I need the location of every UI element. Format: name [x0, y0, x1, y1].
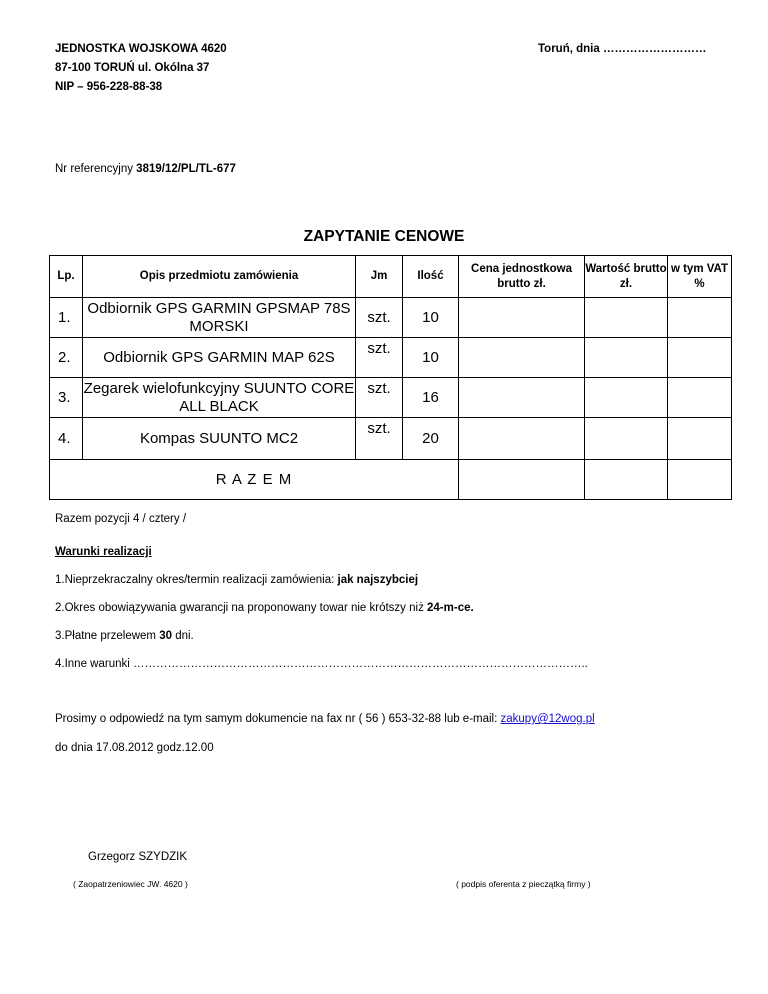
row-unit-price-cell	[459, 378, 585, 418]
total-vat-cell	[668, 460, 732, 500]
condition-2-text: 2.Okres obowiązywania gwarancji na proponowany towar nie krótszy niż	[55, 602, 428, 614]
conditions-heading: Warunki realizacji	[55, 546, 152, 558]
row-qty: 16	[403, 378, 459, 418]
table-row	[50, 298, 732, 338]
col-header-jm: Jm	[356, 256, 403, 298]
row-desc: Kompas SUUNTO MC2	[83, 418, 356, 460]
org-address-block	[55, 40, 227, 97]
col-header-qty: Ilość	[403, 256, 459, 298]
table-total-row	[50, 460, 732, 500]
reply-text: Prosimy o odpowiedź na tym samym dokumencie na fax nr ( 56 ) 653-32-88 lub e-mail:	[55, 713, 501, 725]
col-header-value: Wartość brutto zł.	[585, 256, 668, 298]
row-desc: Zegarek wielofunkcyjny SUUNTO CORE ALL BLACK	[83, 378, 356, 418]
condition-3	[55, 630, 194, 642]
row-value-cell	[585, 378, 668, 418]
reference-number: 3819/12/PL/TL-677	[136, 163, 236, 175]
row-vat-cell	[668, 418, 732, 460]
table-row	[50, 418, 732, 460]
condition-3-value: 30	[159, 630, 172, 642]
row-unit-price-cell	[459, 338, 585, 378]
condition-2-value: 24-m-ce.	[427, 602, 474, 614]
row-qty: 10	[403, 338, 459, 378]
row-unit-price-cell	[459, 418, 585, 460]
row-value-cell	[585, 418, 668, 460]
reference-line	[55, 163, 236, 175]
row-desc: Odbiornik GPS GARMIN MAP 62S	[83, 338, 356, 378]
row-desc: Odbiornik GPS GARMIN GPSMAP 78S MORSKI	[83, 298, 356, 338]
org-street: 87-100 TORUŃ ul. Okólna 37	[55, 62, 210, 74]
condition-1-text: 1.Nieprzekraczalny okres/termin realizacji zamówienia:	[55, 574, 338, 586]
row-lp: 2.	[50, 338, 83, 378]
reference-label: Nr referencyjny	[55, 163, 137, 175]
row-jm: szt.	[356, 418, 403, 460]
email-link[interactable]: zakupy@12wog.pl	[500, 713, 595, 725]
reply-request	[55, 713, 595, 725]
bidder-signature-label: ( podpis oferenta z pieczątką firmy )	[456, 879, 591, 889]
row-jm: szt.	[356, 378, 403, 418]
row-unit-price-cell	[459, 298, 585, 338]
org-nip: NIP – 956-228-88-38	[55, 81, 163, 93]
row-lp: 4.	[50, 418, 83, 460]
order-table	[49, 255, 732, 500]
document-title: ZAPYTANIE CENOWE	[303, 228, 465, 245]
row-lp: 3.	[50, 378, 83, 418]
items-summary: Razem pozycji 4 / cztery /	[55, 513, 187, 525]
row-jm: szt.	[356, 338, 403, 378]
row-value-cell	[585, 298, 668, 338]
col-header-desc: Opis przedmiotu zamówienia	[83, 256, 356, 298]
org-name: JEDNOSTKA WOJSKOWA 4620	[55, 43, 227, 55]
total-label: R A Z E M	[50, 460, 459, 500]
condition-3-text: 3.Płatne przelewem	[55, 630, 160, 642]
row-vat-cell	[668, 378, 732, 418]
table-row	[50, 378, 732, 418]
reply-deadline: do dnia 17.08.2012 godz.12.00	[55, 742, 214, 754]
condition-3-suffix: dni.	[172, 630, 194, 642]
signatory-name: Grzegorz SZYDZIK	[88, 851, 188, 863]
condition-1	[55, 574, 418, 586]
total-value-cell	[585, 460, 668, 500]
col-header-vat: w tym VAT %	[668, 256, 732, 298]
signatory-role: ( Zaopatrzeniowiec JW. 4620 )	[73, 879, 188, 889]
row-jm: szt.	[356, 298, 403, 338]
table-row	[50, 338, 732, 378]
total-unit-price-cell	[459, 460, 585, 500]
row-vat-cell	[668, 298, 732, 338]
place-date: Toruń, dnia ………………………	[538, 43, 707, 55]
row-value-cell	[585, 338, 668, 378]
condition-1-value: jak najszybciej	[337, 574, 419, 586]
col-header-unit-price: Cena jednostkowa brutto zł.	[459, 256, 585, 298]
row-qty: 20	[403, 418, 459, 460]
row-qty: 10	[403, 298, 459, 338]
condition-2	[55, 602, 474, 614]
row-lp: 1.	[50, 298, 83, 338]
row-vat-cell	[668, 338, 732, 378]
table-header-row	[50, 256, 732, 298]
col-header-lp: Lp.	[50, 256, 83, 298]
condition-4: 4.Inne warunki ………………………………………………………………………………………………………..	[55, 658, 588, 670]
